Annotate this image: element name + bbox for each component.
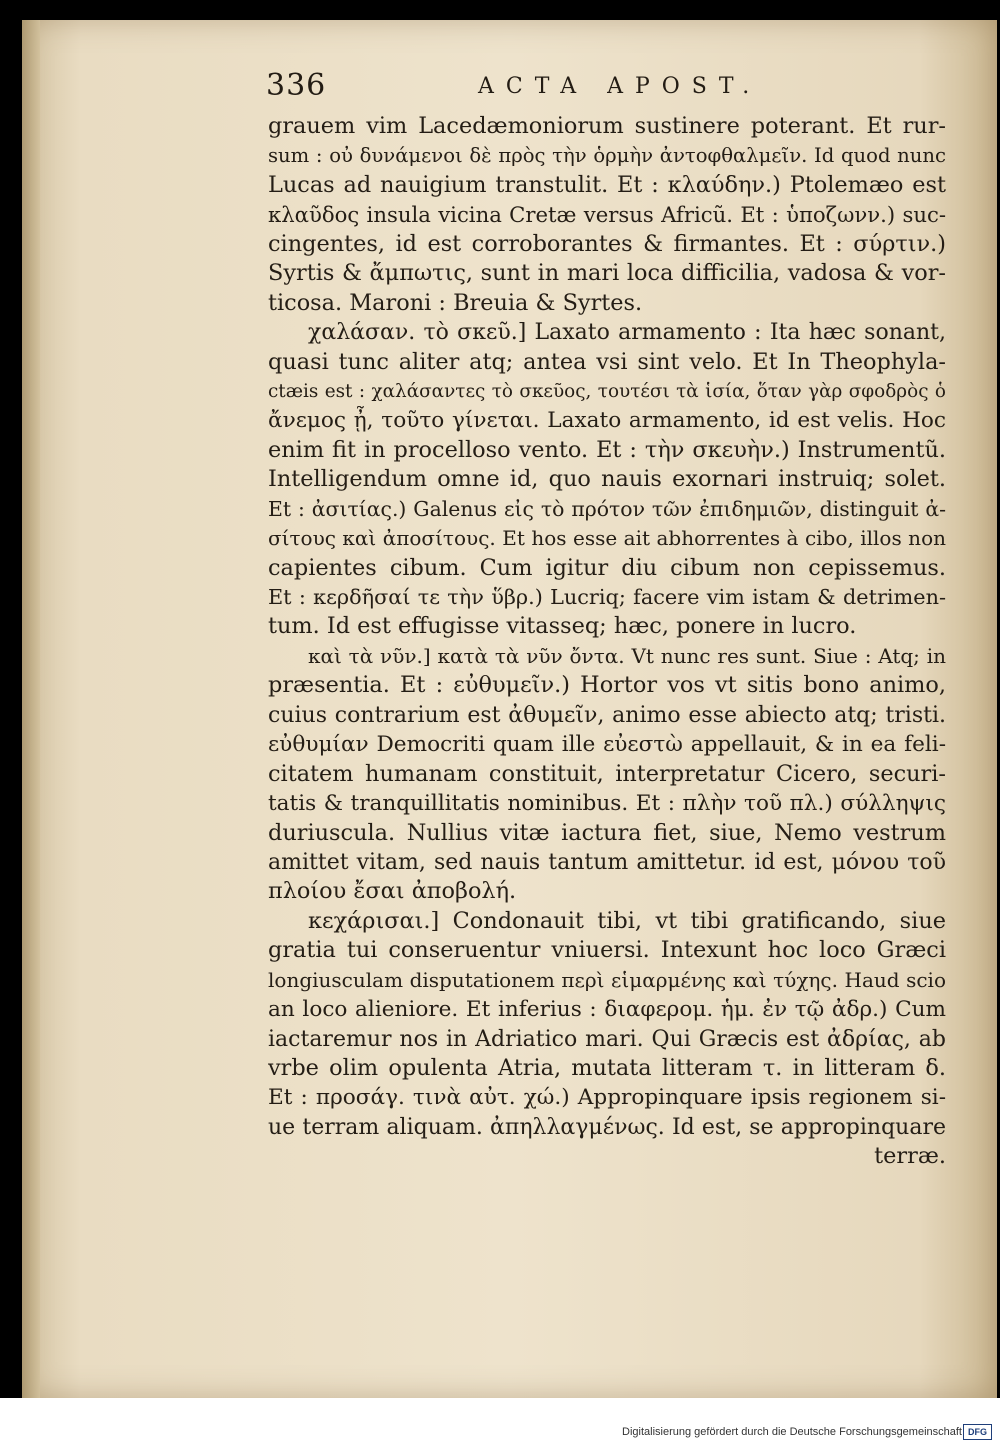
text-line: longiusculam disputationem περὶ εἱμαρμένης καὶ τύχης. Haud scio [268,967,946,992]
text-line: capientes cibum. Cum igitur diu cibum non cepissemus. [268,554,946,581]
page-number: 336 [266,68,327,103]
text-line: Et : προσάγ. τινὰ αὐτ. χώ.) Appropinquare ipsis regionem si- [268,1085,946,1111]
text-line: amittet vitam, sed nauis tantum amittetur. id est, μόνου τοῦ [268,849,946,875]
text-line: καὶ τὰ νῦν.] κατὰ τὰ νῦν ὄντα. Vt nunc res sunt. Siue : Atq; in [308,643,946,668]
text-line: ἄνεμος ᾖ, τοῦτο γίνεται. Laxato armamento, id est velis. Hoc [268,408,946,434]
funding-credit: Digitalisierung gefördert durch die Deutsche Forschungsgemeinschaft [622,1426,962,1438]
text-line: sum : οὐ δυνάμενοι δὲ πρὸς τὴν ὁρμὴν ἀντοφθαλμεῖν. Id quod nunc [268,144,946,168]
text-line: cuius contrarium est ἀθυμεῖν, animo esse abiecto atq; tristi. [268,702,946,728]
text-line: Et : ἀσιτίας.) Galenus εἰς τὸ πρότον τῶν ἐπιδημιῶν, distinguit ἀ- [268,496,946,521]
text-line: citatem humanam constituit, interpretatur Cicero, securi- [268,760,946,787]
text-line: duriuscula. Nullius vitæ iactura fiet, siue, Nemo vestrum [268,819,946,846]
running-head [266,68,946,112]
text-line: vrbe olim opulenta Atria, mutata litteram τ. in litteram δ. [268,1055,946,1081]
dfg-logo-icon: DFG [963,1424,992,1440]
text-line: Lucas ad nauigium transtulit. Et : κλαύδην.) Ptolemæo est [268,171,946,198]
text-line: Syrtis & ἄμπωτις, sunt in mari loca difficilia, vadosa & vor- [268,260,946,287]
catchword: terræ. [874,1143,946,1170]
text-line: σίτους καὶ ἀποσίτους. Et hos esse ait abhorrentes à cibo, illos non [268,526,946,551]
text-line: ctæis est : χαλάσαντες τὸ σκεῦος, τουτέσι τὰ ἱσία, ὅταν γὰρ σφοδρὸς ὁ [268,380,946,402]
text-line: tatis & tranquillitatis nominibus. Et : πλὴν τοῦ πλ.) σύλληψις [268,791,946,817]
text-line: grauem vim Lacedæmoniorum sustinere poterant. Et rur- [268,113,946,139]
text-line: ue terram aliquam. ἀπηλλαγμένως. Id est, se appropinquare [268,1114,946,1140]
text-line: Et : κερδῆσαί τε τὴν ὕβρ.) Lucriq; facere vim istam & detrimen- [268,585,946,609]
text-line: enim fit in procelloso vento. Et : τὴν σκευὴν.) Instrumentũ. [268,436,946,463]
running-head-title: ACTA APOST. [478,74,762,99]
text-line: cingentes, id est corroborantes & firmantes. Et : σύρτιν.) [268,230,946,257]
text-line: κεχάρισαι.] Condonauit tibi, vt tibi gratificando, siue [308,907,946,934]
text-line: tum. Id est effugisse vitasseq; hæc, ponere in lucro. [268,613,857,640]
text-line: ticosa. Maroni : Breuia & Syrtes. [268,289,643,316]
digitization-footer [0,1398,1000,1443]
text-line: an loco alieniore. Et inferius : διαφερομ. ἡμ. ἐν τῷ ἀδρ.) Cum [268,997,946,1023]
text-line: Intelligendum omne id, quo nauis exornari instruiq; solet. [268,466,946,493]
text-line: præsentia. Et : εὐθυμεῖν.) Hortor vos vt sitis bono animo, [268,672,946,699]
text-line: quasi tunc aliter atq; antea vsi sint velo. Et In Theophyla- [268,348,946,375]
text-line: εὐθυμίαν Democriti quam ille εὐεστὼ appellauit, & in ea feli- [268,732,946,758]
page-gutter-edge [22,20,40,1398]
text-line: gratia tui conseruentur vniuersi. Intexunt hoc loco Græci [268,937,946,964]
text-line: πλοίου ἔσαι ἀποβολή. [268,878,517,905]
text-line: κλαῦδος insula vicina Cretæ versus Africũ. Et : ὑποζωνν.) suc- [268,202,946,228]
text-line: iactaremur nos in Adriatico mari. Qui Græcis est ἀδρίας, ab [268,1026,946,1052]
text-line: χαλάσαν. τὸ σκεῦ.] Laxato armamento : Ita hæc sonant, [308,320,946,346]
body-text [268,112,946,1172]
